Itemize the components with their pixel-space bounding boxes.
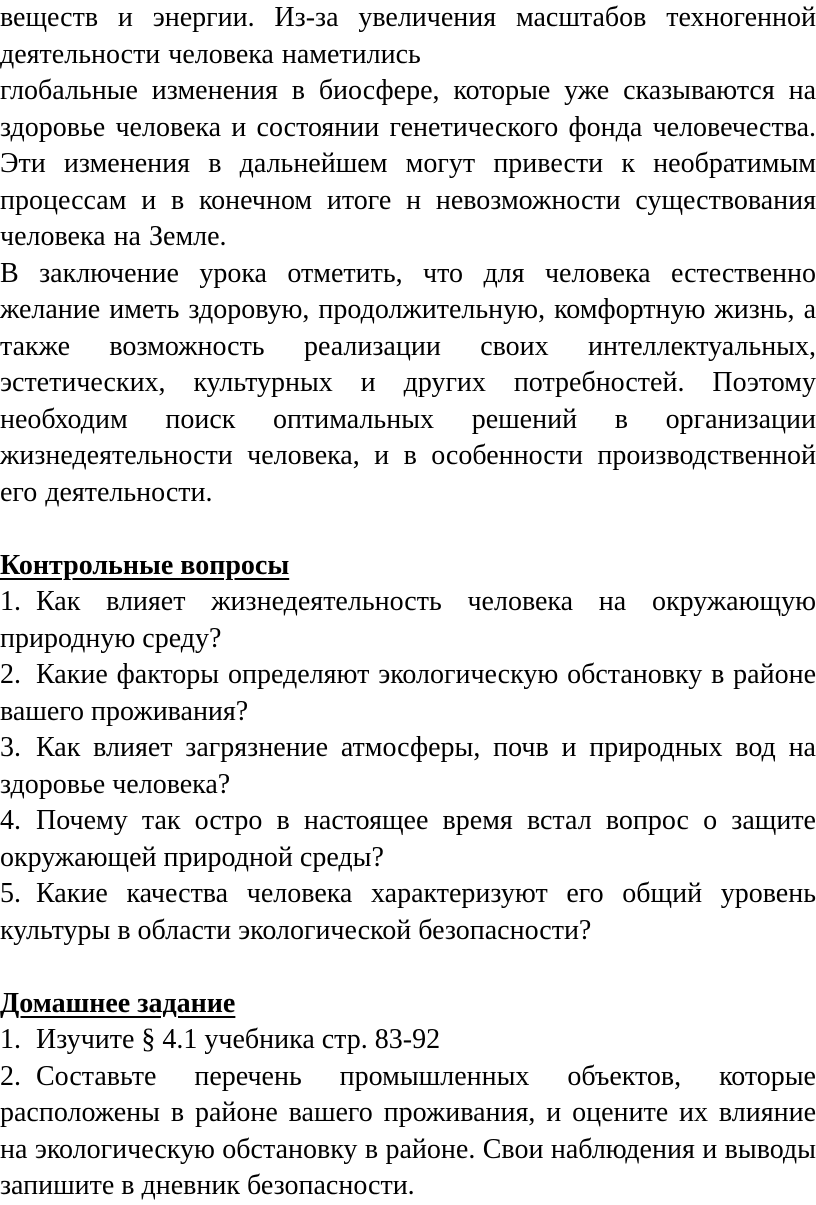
- question-number: 4.: [0, 805, 21, 836]
- conclusion-paragraph: В заключение урока отметить, что для человека естественно желание иметь здоровую, продолжительную, комфортную жизнь, а также возможность реализации своих интеллектуальных, эстетических, культурных и других потребностей. Поэтому необходим поиск оптимальных решений в организации жизнедеятельности человека, и в особенности производственной его деятельности.: [0, 257, 816, 508]
- question-item: [0, 584, 816, 657]
- question-text: Какие качества человека характеризуют его общий уровень культуры в области экологической безопасности?: [0, 878, 816, 946]
- question-item: [0, 657, 816, 730]
- question-number: 5.: [0, 878, 21, 909]
- homework-heading: Домашнее задание: [0, 987, 236, 1019]
- homework-number: 1.: [0, 1024, 21, 1055]
- homework-text: Составьте перечень промышленных объектов, которые расположены в районе вашего проживания, и оцените их влияние на экологическую обстановку в районе. Свои наблюдения и выводы запишите в дневник безопасности.: [0, 1060, 816, 1201]
- question-text: Почему так остро в настоящее время встал вопрос о защите окружающей природной среды?: [0, 805, 816, 873]
- intro-paragraph-2: глобальные изменения в биосфере, которые уже сказываются на здоровье человека и состоянии генетического фонда человечества. Эти изменения в дальнейшем могут привести к необратимым процессам и в конечном итоге н невозможности существования человека на Земле.: [0, 75, 816, 252]
- question-text: Какие факторы определяют экологическую обстановку в районе вашего проживания?: [0, 659, 816, 727]
- section-spacer: [0, 949, 816, 986]
- question-item: [0, 803, 816, 876]
- question-item: [0, 730, 816, 803]
- control-questions-list: [0, 584, 816, 949]
- question-number: 3.: [0, 732, 21, 763]
- homework-text: Изучите § 4.1 учебника стр. 83-92: [36, 1024, 441, 1055]
- homework-item: [0, 1059, 816, 1205]
- question-number: 1.: [0, 586, 21, 617]
- intro-paragraph-1: веществ и энергии. Из-за увеличения масштабов техногенной деятельности человека наметились: [0, 2, 816, 70]
- question-text: Как влияет жизнедеятельность человека на окружающую природную среду?: [0, 586, 816, 654]
- control-questions-heading: Контрольные вопросы: [0, 549, 290, 581]
- question-item: [0, 876, 816, 949]
- homework-list: [0, 1022, 816, 1205]
- homework-number: 2.: [0, 1060, 21, 1092]
- homework-item: [0, 1022, 816, 1059]
- question-number: 2.: [0, 659, 21, 690]
- section-spacer: [0, 511, 816, 548]
- question-text: Как влияет загрязнение атмосферы, почв и природных вод на здоровье человека?: [0, 732, 816, 800]
